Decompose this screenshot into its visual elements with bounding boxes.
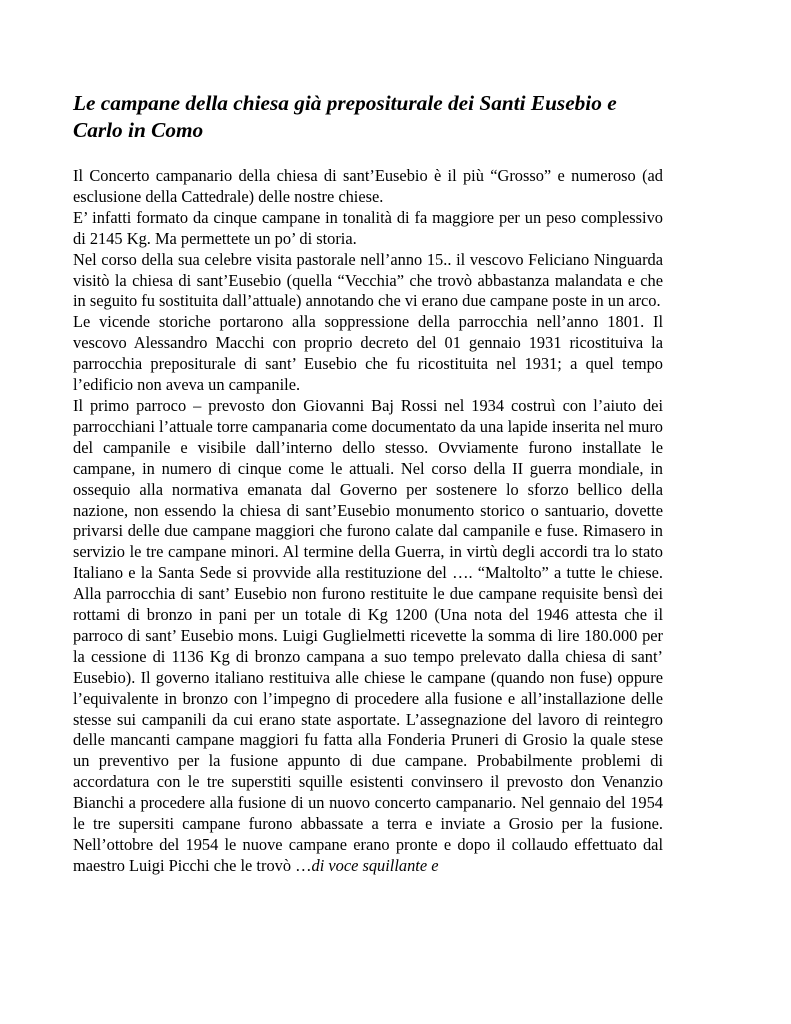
- paragraph-2: E’ infatti formato da cinque campane in tonalità di fa maggiore per un peso complessivo di 2145 Kg. Ma permettete un po’ di storia.: [73, 207, 663, 248]
- paragraph-5-text: Il primo parroco – prevosto don Giovanni Baj Rossi nel 1934 costruì con l’aiuto dei parrocchiani l’attuale torre campanaria come documentato da una lapide inserita nel muro del campanile e visibile dall’interno dello stesso. Ovviamente furono installate le campane, in numero di cinque come le attuali. Nel corso della II guerra mondiale, in ossequio alla normativa emanata dal Governo per sostenere lo sforzo bellico della nazione, non essendo la chiesa di sant’Eusebio monumento storico o santuario, dovette privarsi delle due campane maggiori che furono calate dal campanile e fuse. Rimasero in servizio le tre campane minori. Al termine della Guerra, in virtù degli accordi tra lo stato Italiano e la Santa Sede si provvide alla restituzione del …. “Maltolto” a tutte le chiese. Alla parrocchia di sant’ Eusebio non furono restituite le due campane requisite bensì dei rottami di bronzo in pani per un totale di Kg 1200 (Una nota del 1946 attesta che il parroco di sant’ Eusebio mons. Luigi Guglielmetti ricevette la somma di lire 180.000 per la cessione di 1136 Kg di bronzo campana a suo tempo prelevato dalla chiesa di sant’ Eusebio). Il governo italiano restituiva alle chiese le campane (quando non fuse) oppure l’equivalente in bronzo con l’impegno di procedere alla fusione e all’installazione delle stesse sui campanili da cui erano state asportate. L’assegnazione del lavoro di reintegro delle mancanti campane maggiori fu fatta alla Fonderia Pruneri di Grosio la quale stese un preventivo per la fusione appunto di due campane. Probabilmente problemi di accordatura con le tre superstiti squille esistenti convinsero il prevosto don Venanzio Bianchi a procedere alla fusione di un nuovo concerto campanario. Nel gennaio del 1954 le tre supersiti campane furono abbassate a terra e inviate a Grosio per la fusione. Nell’ottobre del 1954 le nuove campane erano pronte e dopo il collaudo effettuato dal maestro Luigi Picchi che le trovò …: [73, 395, 663, 875]
- document-title: Le campane della chiesa già prepositurale dei Santi Eusebio e Carlo in Como: [73, 91, 617, 142]
- paragraph-5: [73, 396, 663, 877]
- paragraph-5-italic-tail: di voce squillante e: [311, 855, 439, 875]
- paragraph-1: Il Concerto campanario della chiesa di sant’Eusebio è il più “Grosso” e numeroso (ad esclusione della Cattedrale) delle nostre chiese.: [73, 166, 663, 206]
- paragraph-4: Le vicende storiche portarono alla soppressione della parrocchia nell’anno 1801. Il vescovo Alessandro Macchi con proprio decreto del 01 gennaio 1931 ricostituiva la parrocchia prepositurale di sant’ Eusebio che fu ricostituita nel 1931; a quel tempo l’edificio non aveva un campanile.: [73, 312, 663, 395]
- document-body: [73, 166, 663, 877]
- paragraph-3: Nel corso della sua celebre visita pastorale nell’anno 15.. il vescovo Feliciano Ninguarda visitò la chiesa di sant’Eusebio (quella “Vecchia” che trovò abbastanza malandata e che in seguito fu sostituita dall’attuale) annotando che vi erano due campane poste in un arco.: [73, 249, 663, 311]
- document-page: [73, 90, 663, 877]
